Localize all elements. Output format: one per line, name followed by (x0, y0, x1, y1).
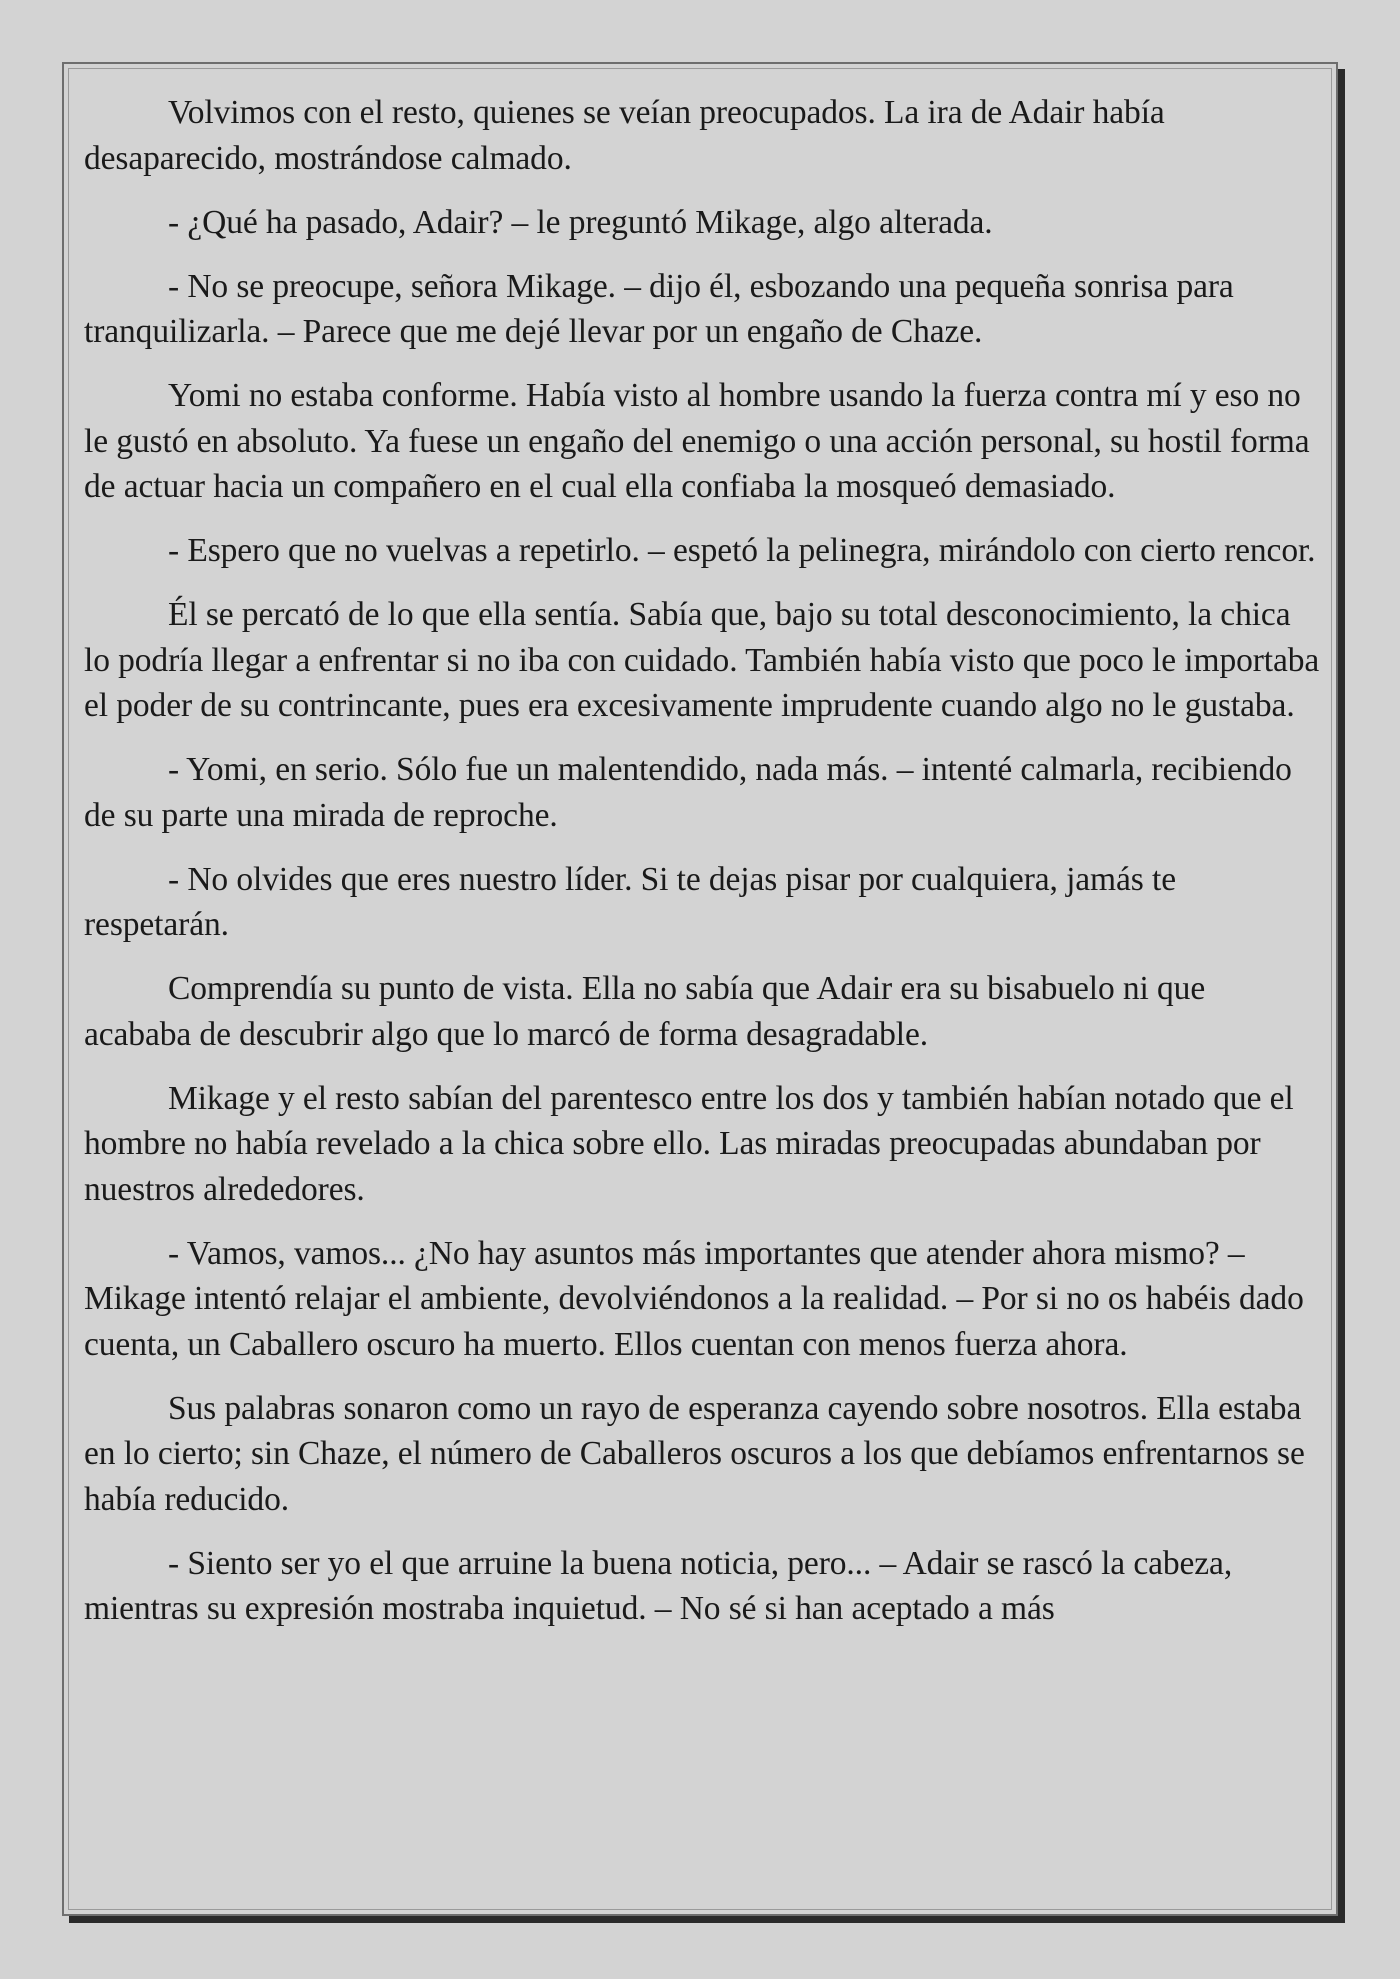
paragraph: Yomi no estaba conforme. Había visto al hombre usando la fuerza contra mí y eso no le gustó en absoluto. Ya fuese un engaño del enemigo o una acción personal, su hostil forma de actuar hacia un compañero en el cual ella confiaba la mosqueó demasiado. (84, 377, 1310, 505)
paragraph: - No olvides que eres nuestro líder. Si te dejas pisar por cualquiera, jamás te respetarán. (84, 860, 1176, 943)
paragraph: - Siento ser yo el que arruine la buena noticia, pero... – Adair se rascó la cabeza, mientras su expresión mostraba inquietud. – No sé si han aceptado a más (84, 1544, 1233, 1627)
page-frame (62, 62, 1338, 1916)
paragraph: Comprendía su punto de vista. Ella no sabía que Adair era su bisabuelo ni que acababa de descubrir algo que lo marcó de forma desagradable. (84, 970, 1206, 1053)
paragraph: - Espero que no vuelvas a repetirlo. – espetó la pelinegra, mirándolo con cierto rencor. (168, 532, 1316, 569)
paragraph: - ¿Qué ha pasado, Adair? – le preguntó Mikage, algo alterada. (168, 203, 993, 241)
paragraph: - No se preocupe, señora Mikage. – dijo él, esbozando una pequeña sonrisa para tranquilizarla. – Parece que me dejé llevar por un engaño de Chaze. (84, 267, 1234, 350)
paragraph: - Yomi, en serio. Sólo fue un malentendido, nada más. – intenté calmarla, recibiendo de su parte una mirada de reproche. (84, 751, 1292, 834)
paragraph: Mikage y el resto sabían del parentesco entre los dos y también habían notado que el hombre no había revelado a la chica sobre ello. Las miradas preocupadas abundaban por nuestros alrededores. (84, 1079, 1294, 1208)
document-body (84, 90, 1320, 1650)
paragraph: - Vamos, vamos... ¿No hay asuntos más importantes que atender ahora mismo? – Mikage intentó relajar el ambiente, devolviéndonos a la realidad. – Por si no os habéis dado cuenta, un Caballero oscuro ha muerto. Ellos cuentan con menos fuerza ahora. (84, 1234, 1304, 1363)
paragraph: Él se percató de lo que ella sentía. Sabía que, bajo su total desconocimiento, la chica lo podría llegar a enfrentar si no iba con cuidado. También había visto que poco le importaba el poder de su contrincante, pues era excesivamente imprudente cuando algo no le gustaba. (84, 596, 1320, 724)
paragraph: Sus palabras sonaron como un rayo de esperanza cayendo sobre nosotros. Ella estaba en lo cierto; sin Chaze, el número de Caballeros oscuros a los que debíamos enfrentarnos se había reducido. (84, 1389, 1305, 1518)
paragraph: Volvimos con el resto, quienes se veían preocupados. La ira de Adair había desaparecido, mostrándose calmado. (84, 94, 1165, 177)
